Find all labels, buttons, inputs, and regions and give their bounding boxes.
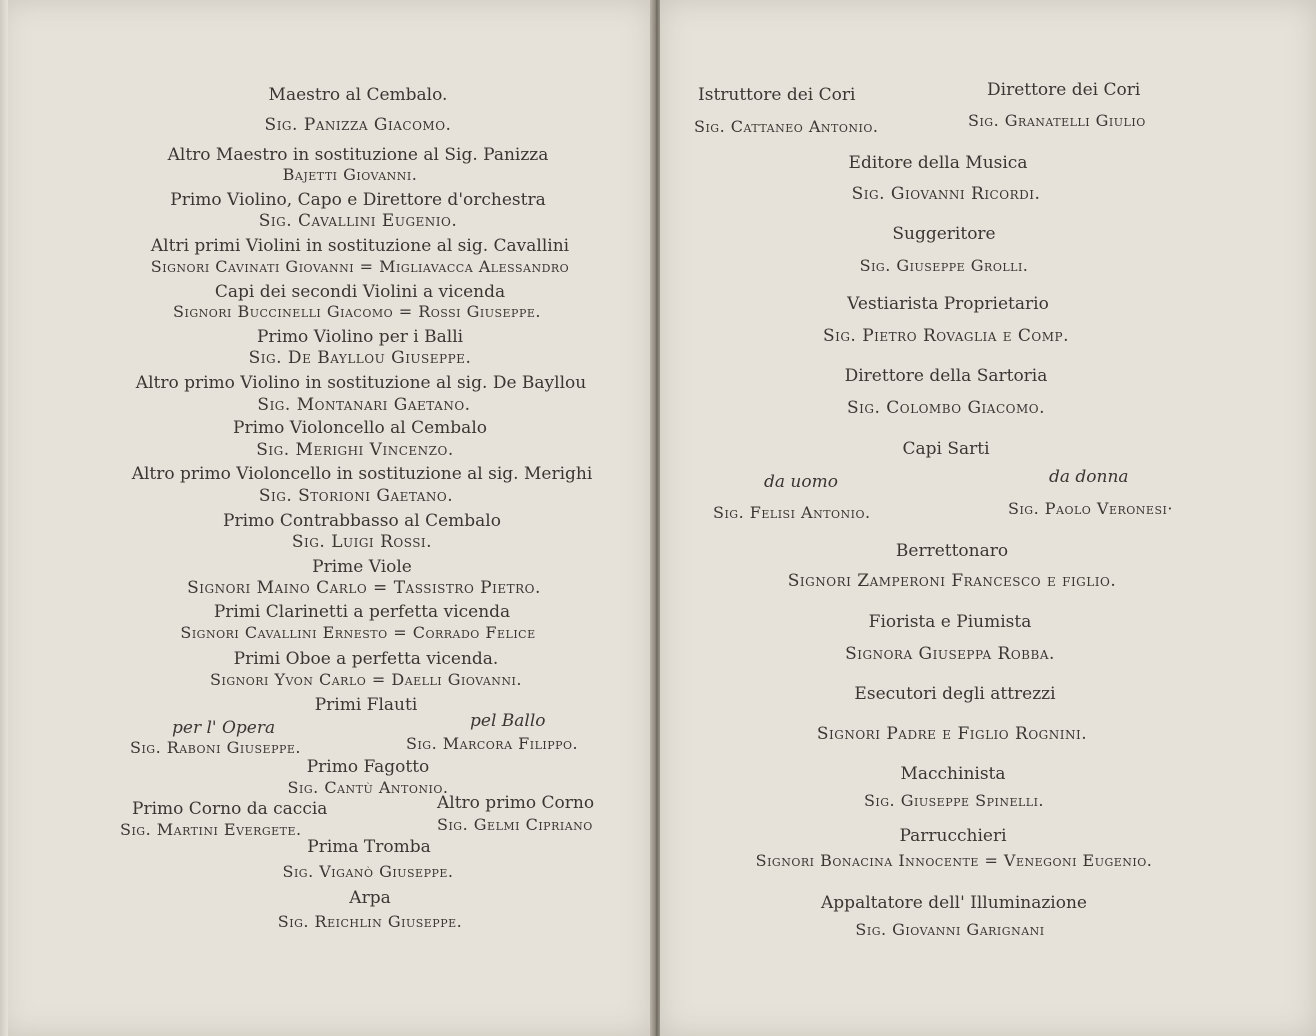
uomo-name: Sig. Felisi Antonio.	[713, 503, 871, 522]
fiorista-name: Signora Giuseppa Robba.	[845, 644, 1055, 664]
fiorista-title: Fiorista e Piumista	[868, 612, 1032, 632]
flauti-opera-name: Sig. Raboni Giuseppe.	[130, 738, 301, 757]
clarinetti-names: Signori Cavallini Ernesto = Corrado Felice	[180, 623, 536, 642]
corno-name: Sig. Martini Evergete.	[120, 820, 302, 839]
oboe-names: Signori Yvon Carlo = Daelli Giovanni.	[210, 670, 522, 689]
direttore-cori-name: Sig. Granatelli Giulio	[968, 111, 1146, 130]
viole-title: Prime Viole	[312, 557, 412, 577]
contrabbasso-title: Primo Contrabbasso al Cembalo	[223, 511, 501, 531]
altri-primi-title: Altri primi Violini in sostituzione al sig. Cavallini	[150, 236, 570, 256]
altro-maestro-title: Altro Maestro in sostituzione al Sig. Panizza	[167, 145, 549, 165]
vestiarista-title: Vestiarista Proprietario	[847, 294, 1049, 314]
flauti-ballo-name: Sig. Marcora Filippo.	[406, 734, 579, 753]
corno-title: Primo Corno da caccia	[132, 799, 328, 819]
violino-balli-title: Primo Violino per i Balli	[256, 327, 464, 347]
fagotto-name: Sig. Cantù Antonio.	[287, 778, 449, 797]
illuminazione-name: Sig. Giovanni Garignani	[855, 920, 1045, 939]
capi-secondi-names: Signori Buccinelli Giacomo = Rossi Giuseppe.	[173, 302, 541, 321]
berrettonaro-name: Signori Zamperoni Francesco e figlio.	[787, 571, 1117, 591]
uomo-label: da uomo	[764, 472, 838, 492]
primo-violino-title: Primo Violino, Capo e Direttore d'orchestra	[170, 190, 546, 210]
illuminazione-title: Appaltatore dell' Illuminazione	[821, 893, 1087, 913]
parrucchieri-names: Signori Bonacina Innocente = Venegoni Eugenio.	[755, 851, 1153, 870]
tromba-title: Prima Tromba	[307, 837, 431, 857]
left-page	[0, 0, 652, 1036]
parrucchieri-title: Parrucchieri	[899, 826, 1007, 846]
sartoria-title: Direttore della Sartoria	[844, 366, 1048, 386]
macchinista-title: Macchinista	[900, 764, 1006, 784]
attrezzi-name: Signori Padre e Figlio Rognini.	[816, 724, 1088, 744]
flauti-ballo-label: pel Ballo	[470, 711, 546, 731]
altro-violoncello-title: Altro primo Violoncello in sostituzione al sig. Merighi	[131, 464, 593, 484]
flauti-opera-label: per l' Opera	[172, 718, 276, 738]
berrettonaro-title: Berrettonaro	[895, 541, 1009, 561]
arpa-name: Sig. Reichlin Giuseppe.	[277, 912, 463, 931]
altro-violino-name: Sig. Montanari Gaetano.	[257, 395, 471, 415]
editore-name: Sig. Giovanni Ricordi.	[851, 184, 1041, 204]
donna-label: da donna	[1049, 467, 1129, 487]
vestiarista-name: Sig. Pietro Rovaglia e Comp.	[822, 326, 1070, 346]
istruttore-title: Istruttore dei Cori	[698, 85, 856, 105]
sartoria-name: Sig. Colombo Giacomo.	[846, 398, 1046, 418]
fagotto-title: Primo Fagotto	[306, 757, 430, 777]
page-edge-shadow	[0, 0, 8, 1036]
attrezzi-title: Esecutori degli attrezzi	[854, 684, 1056, 704]
flauti-title: Primi Flauti	[314, 695, 418, 715]
violoncello-name: Sig. Merighi Vincenzo.	[256, 440, 454, 460]
editore-title: Editore della Musica	[848, 153, 1028, 173]
contrabbasso-name: Sig. Luigi Rossi.	[291, 532, 433, 552]
capi-sarti-title: Capi Sarti	[902, 439, 990, 459]
arpa-title: Arpa	[349, 888, 391, 908]
tromba-name: Sig. Viganò Giuseppe.	[282, 862, 454, 881]
viole-names: Signori Maino Carlo = Tassistro Pietro.	[187, 578, 541, 598]
capi-secondi-title: Capi dei secondi Violini a vicenda	[214, 282, 506, 302]
corno-altro-name: Sig. Gelmi Cipriano	[437, 815, 593, 834]
clarinetti-title: Primi Clarinetti a perfetta vicenda	[213, 602, 511, 622]
suggeritore-title: Suggeritore	[892, 224, 996, 244]
istruttore-name: Sig. Cattaneo Antonio.	[694, 117, 879, 136]
primo-violino-name: Sig. Cavallini Eugenio.	[258, 211, 458, 231]
violoncello-title: Primo Violoncello al Cembalo	[233, 418, 487, 438]
altro-violoncello-name: Sig. Storioni Gaetano.	[258, 486, 454, 506]
direttore-cori-title: Direttore dei Cori	[987, 80, 1141, 100]
donna-name: Sig. Paolo Veronesi·	[1008, 499, 1173, 518]
maestro-cembalo-title: Maestro al Cembalo.	[268, 85, 448, 105]
maestro-cembalo-name: Sig. Panizza Giacomo.	[264, 115, 452, 135]
altro-maestro-name: Bajetti Giovanni.	[282, 165, 418, 184]
violino-balli-name: Sig. De Bayllou Giuseppe.	[248, 348, 472, 368]
altro-violino-title: Altro primo Violino in sostituzione al sig. De Bayllou	[135, 373, 587, 393]
altri-primi-names: Signori Cavinati Giovanni = Migliavacca Alessandro	[150, 257, 570, 276]
right-page	[660, 0, 1316, 1036]
macchinista-name: Sig. Giuseppe Spinelli.	[863, 791, 1045, 810]
oboe-title: Primi Oboe a perfetta vicenda.	[233, 649, 499, 669]
suggeritore-name: Sig. Giuseppe Grolli.	[859, 256, 1029, 275]
corno-altro-title: Altro primo Corno	[437, 793, 595, 813]
